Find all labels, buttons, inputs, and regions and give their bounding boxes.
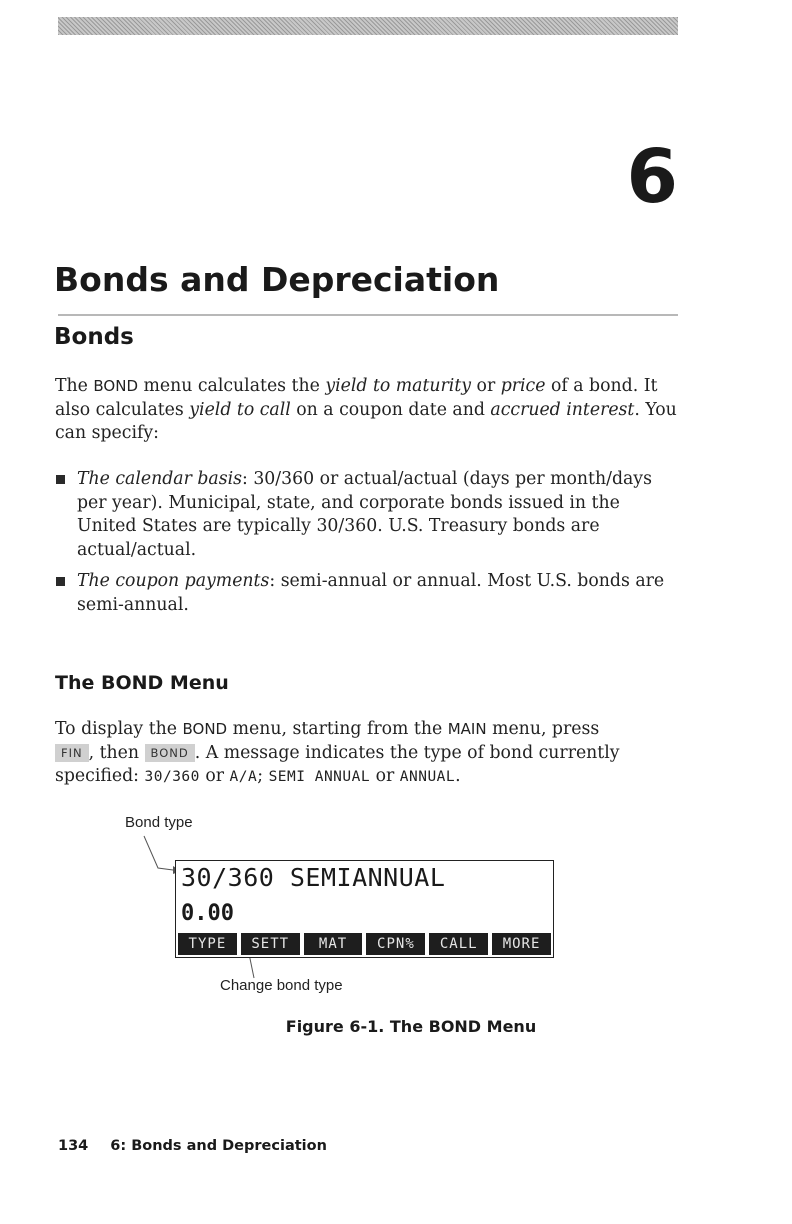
softkey-mat[interactable]: MAT bbox=[304, 933, 363, 955]
calculator-display bbox=[175, 860, 554, 958]
display-value: 0.00 bbox=[181, 901, 234, 926]
display-paragraph: To display the BOND menu, starting from the MAIN menu, press FIN , then BOND . A message indicates the type of bond currently specified: 30/360 or A/A; SEMI ANNUAL or ANNUAL. bbox=[55, 719, 620, 786]
list-item: The calendar basis: 30/360 or actual/actual (days per month/days per year). Municipal, state, and corporate bonds issued in the United States are typically 30/360. U.S. Treasury bonds are actual/actual. bbox=[55, 468, 680, 562]
footer-chapter: 6: Bonds and Depreciation bbox=[110, 1138, 327, 1154]
chapter-number: 6 bbox=[626, 134, 678, 220]
section-title: Bonds bbox=[54, 324, 134, 350]
page-footer bbox=[58, 1138, 327, 1154]
list-item: The coupon payments: semi-annual or annual. Most U.S. bonds are semi-annual. bbox=[55, 570, 680, 617]
softkey-more[interactable]: MORE bbox=[492, 933, 551, 955]
softkey-row bbox=[176, 933, 553, 955]
softkey-type[interactable]: TYPE bbox=[178, 933, 237, 955]
figure-caption: Figure 6-1. The BOND Menu bbox=[285, 1017, 537, 1036]
intro-paragraph: The BOND menu calculates the yield to maturity or price of a bond. It also calculates yield to call on a coupon date and accrued interest. You can specify: bbox=[55, 376, 677, 443]
softkey-sett[interactable]: SETT bbox=[241, 933, 300, 955]
callout-bond-type: Bond type bbox=[125, 814, 193, 831]
chapter-title: Bonds and Depreciation bbox=[54, 260, 500, 299]
fin-key[interactable]: FIN bbox=[55, 744, 89, 762]
callout-change-bond-type: Change bond type bbox=[220, 977, 343, 994]
subsection-title: The BOND Menu bbox=[55, 672, 229, 694]
bond-menu-name: BOND bbox=[93, 377, 138, 395]
softkey-cpn[interactable]: CPN% bbox=[366, 933, 425, 955]
display-message: 30/360 SEMIANNUAL bbox=[181, 863, 446, 892]
softkey-call[interactable]: CALL bbox=[429, 933, 488, 955]
bond-key[interactable]: BOND bbox=[145, 744, 195, 762]
page-number: 134 bbox=[58, 1138, 89, 1154]
